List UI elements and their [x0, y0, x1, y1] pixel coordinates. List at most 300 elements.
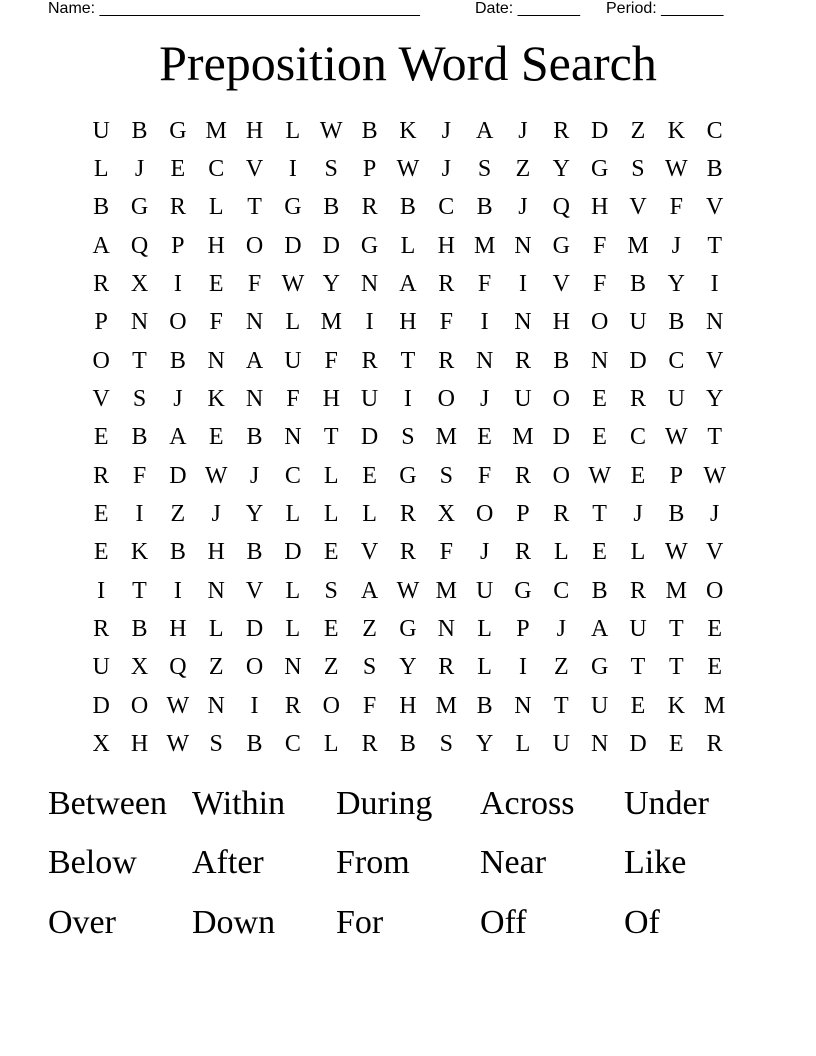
grid-letter[interactable]: L	[285, 309, 301, 336]
grid-letter[interactable]: L	[323, 500, 339, 527]
grid-letter[interactable]: R	[284, 692, 301, 719]
grid-letter[interactable]: J	[211, 500, 221, 527]
grid-letter[interactable]: R	[514, 347, 531, 374]
grid-letter[interactable]: B	[629, 270, 646, 297]
grid-letter[interactable]: B	[591, 577, 608, 604]
grid-letter[interactable]: R	[361, 347, 378, 374]
grid-letter[interactable]: K	[207, 385, 225, 412]
grid-letter[interactable]: W	[281, 270, 305, 297]
grid-letter[interactable]: L	[208, 615, 224, 642]
grid-letter[interactable]: I	[288, 155, 297, 182]
grid-letter[interactable]: W	[665, 424, 688, 451]
grid-letter[interactable]: R	[629, 385, 646, 412]
grid-letter[interactable]: I	[518, 654, 527, 681]
grid-letter[interactable]: E	[362, 462, 377, 489]
grid-letter[interactable]: O	[169, 309, 187, 336]
grid-letter[interactable]: G	[552, 232, 570, 259]
grid-letter[interactable]: O	[706, 577, 724, 604]
grid-letter[interactable]: U	[360, 385, 379, 412]
grid-letter[interactable]: A	[245, 347, 264, 374]
grid-letter[interactable]: M	[627, 232, 649, 259]
grid-letter[interactable]: O	[245, 654, 264, 681]
grid-letter[interactable]: W	[665, 155, 688, 182]
grid-letter[interactable]: C	[208, 155, 225, 182]
grid-letter[interactable]: T	[707, 232, 722, 259]
grid-letter[interactable]: I	[173, 270, 182, 297]
grid-letter[interactable]: T	[592, 500, 607, 527]
grid-letter[interactable]: G	[130, 194, 149, 221]
grid-letter[interactable]: B	[246, 424, 263, 451]
grid-letter[interactable]: Y	[245, 500, 264, 527]
grid-letter[interactable]: J	[518, 117, 528, 144]
grid-letter[interactable]: F	[362, 692, 377, 719]
grid-letter[interactable]: E	[93, 539, 109, 566]
grid-letter[interactable]: P	[94, 309, 108, 336]
grid-letter[interactable]: B	[706, 155, 723, 182]
grid-letter[interactable]: B	[93, 194, 110, 221]
grid-letter[interactable]: N	[590, 347, 609, 374]
grid-letter[interactable]: K	[667, 692, 685, 719]
grid-letter[interactable]: E	[592, 424, 607, 451]
grid-letter[interactable]: W	[396, 577, 420, 604]
grid-letter[interactable]: C	[629, 424, 646, 451]
grid-letter[interactable]: L	[208, 194, 224, 221]
grid-letter[interactable]: R	[361, 194, 378, 221]
grid-letter[interactable]: E	[323, 615, 339, 642]
grid-letter[interactable]: Y	[706, 385, 724, 412]
grid-letter[interactable]: G	[399, 462, 417, 489]
grid-letter[interactable]: P	[362, 155, 377, 182]
grid-letter[interactable]: L	[93, 155, 109, 182]
grid-letter[interactable]: J	[479, 385, 490, 412]
grid-letter[interactable]: E	[630, 692, 646, 719]
grid-letter[interactable]: V	[360, 539, 379, 566]
grid-row	[82, 265, 734, 303]
grid-letter[interactable]: G	[514, 577, 532, 604]
grid-letter[interactable]: Z	[553, 654, 569, 681]
grid-letter[interactable]: R	[553, 117, 570, 144]
grid-letter[interactable]: H	[437, 232, 455, 259]
grid-letter[interactable]: O	[552, 462, 570, 489]
grid-letter[interactable]: S	[477, 155, 492, 182]
grid-letter[interactable]: B	[361, 117, 378, 144]
grid-letter[interactable]: B	[399, 730, 416, 757]
grid-letter[interactable]: J	[633, 500, 643, 527]
grid-letter[interactable]: Z	[208, 654, 224, 681]
grid-letter[interactable]: Y	[667, 270, 685, 297]
grid-letter[interactable]: L	[553, 539, 569, 566]
grid-letter[interactable]: U	[552, 730, 570, 757]
grid-letter[interactable]: S	[439, 730, 453, 757]
grid-letter[interactable]: P	[516, 500, 530, 527]
grid-letter[interactable]: Q	[552, 194, 570, 221]
grid-letter[interactable]: R	[361, 730, 378, 757]
grid-letter[interactable]: J	[710, 500, 720, 527]
grid-letter[interactable]: F	[477, 270, 492, 297]
grid-letter[interactable]: I	[365, 309, 374, 336]
grid-row	[82, 687, 734, 725]
grid-letter[interactable]: V	[629, 194, 647, 221]
grid-letter[interactable]: I	[97, 577, 106, 604]
grid-letter[interactable]: B	[246, 539, 263, 566]
grid-letter[interactable]: C	[284, 730, 301, 757]
grid-letter[interactable]: U	[590, 692, 609, 719]
grid-letter[interactable]: P	[669, 462, 683, 489]
grid-letter[interactable]: F	[592, 270, 607, 297]
grid-letter[interactable]: U	[514, 385, 532, 412]
grid-letter[interactable]: H	[207, 232, 225, 259]
grid-letter[interactable]: B	[131, 424, 148, 451]
grid-letter[interactable]: G	[399, 615, 417, 642]
grid-letter[interactable]: K	[399, 117, 417, 144]
grid-letter[interactable]: F	[132, 462, 147, 489]
grid-letter[interactable]: H	[590, 194, 609, 221]
grid-letter[interactable]: A	[169, 424, 187, 451]
grid-letter[interactable]: M	[205, 117, 227, 144]
grid-letter[interactable]: R	[169, 194, 186, 221]
grid-letter[interactable]: Y	[552, 155, 570, 182]
grid-letter[interactable]: L	[630, 539, 646, 566]
grid-letter[interactable]: T	[668, 654, 684, 681]
grid-letter[interactable]: V	[92, 385, 110, 412]
grid-letter[interactable]: E	[323, 539, 339, 566]
grid-letter[interactable]: X	[130, 270, 149, 297]
grid-letter[interactable]: T	[553, 692, 569, 719]
grid-letter[interactable]: V	[706, 194, 724, 221]
grid-letter[interactable]: D	[360, 424, 379, 451]
grid-letter[interactable]: Z	[630, 117, 646, 144]
grid-letter[interactable]: F	[439, 539, 453, 566]
grid-letter[interactable]: E	[208, 270, 224, 297]
grid-letter[interactable]: T	[400, 347, 416, 374]
grid-letter[interactable]: E	[208, 424, 224, 451]
grid-letter[interactable]: N	[590, 730, 609, 757]
grid-letter[interactable]: L	[515, 730, 531, 757]
grid-letter[interactable]: R	[629, 577, 646, 604]
grid-letter[interactable]: M	[512, 424, 534, 451]
grid-letter[interactable]: O	[92, 347, 110, 374]
grid-letter[interactable]: W	[204, 462, 228, 489]
grid-letter[interactable]: O	[245, 232, 264, 259]
grid-letter[interactable]: D	[245, 615, 264, 642]
grid-letter[interactable]: Q	[169, 654, 187, 681]
grid-letter[interactable]: L	[323, 462, 339, 489]
grid-letter[interactable]: B	[476, 194, 493, 221]
grid-letter[interactable]: X	[130, 654, 149, 681]
grid-letter[interactable]: E	[477, 424, 492, 451]
grid-letter[interactable]: S	[401, 424, 415, 451]
grid-letter[interactable]: H	[552, 309, 570, 336]
grid-letter[interactable]: R	[93, 615, 110, 642]
grid-letter[interactable]: Y	[399, 654, 417, 681]
grid-letter[interactable]: N	[514, 692, 532, 719]
grid-letter[interactable]: J	[671, 232, 681, 259]
grid-letter[interactable]: S	[439, 462, 453, 489]
grid-letter[interactable]: R	[438, 270, 455, 297]
grid-letter[interactable]: D	[284, 539, 302, 566]
grid-letter[interactable]: C	[668, 347, 685, 374]
grid-letter[interactable]: E	[592, 385, 607, 412]
grid-letter[interactable]: I	[710, 270, 719, 297]
grid-letter[interactable]: V	[245, 577, 264, 604]
grid-letter[interactable]: L	[323, 730, 339, 757]
grid-letter[interactable]: Z	[323, 654, 339, 681]
grid-letter[interactable]: R	[399, 500, 416, 527]
grid-letter[interactable]: D	[552, 424, 570, 451]
grid-letter[interactable]: H	[130, 730, 149, 757]
grid-letter[interactable]: J	[556, 615, 566, 642]
grid-letter[interactable]: D	[92, 692, 110, 719]
grid-row	[82, 610, 734, 648]
grid-letter[interactable]: T	[132, 347, 147, 374]
grid-letter[interactable]: O	[590, 309, 609, 336]
grid-letter[interactable]: S	[132, 385, 147, 412]
grid-letter[interactable]: K	[667, 117, 685, 144]
grid-letter[interactable]: T	[132, 577, 147, 604]
grid-letter[interactable]: M	[435, 424, 457, 451]
grid-letter[interactable]: B	[399, 194, 416, 221]
grid-letter[interactable]: Z	[170, 500, 186, 527]
grid-letter[interactable]: A	[590, 615, 609, 642]
grid-letter[interactable]: B	[169, 347, 186, 374]
grid-letter[interactable]: Y	[475, 730, 494, 757]
grid-letter[interactable]: U	[284, 347, 302, 374]
grid-letter[interactable]: S	[324, 577, 338, 604]
date-field[interactable]: Date: _______	[475, 0, 580, 17]
grid-letter[interactable]: R	[706, 730, 723, 757]
grid-letter[interactable]: E	[707, 654, 722, 681]
grid-letter[interactable]: N	[207, 692, 225, 719]
grid-letter[interactable]: O	[130, 692, 149, 719]
grid-letter[interactable]: V	[706, 347, 724, 374]
word-bank-row	[48, 774, 768, 834]
grid-letter[interactable]: I	[250, 692, 259, 719]
grid-letter[interactable]: N	[475, 347, 494, 374]
grid-letter[interactable]: W	[665, 539, 688, 566]
grid-letter[interactable]: D	[629, 730, 647, 757]
grid-letter[interactable]: J	[479, 539, 490, 566]
grid-letter[interactable]: C	[553, 577, 570, 604]
grid-letter[interactable]: U	[92, 654, 110, 681]
grid-letter[interactable]: B	[668, 500, 685, 527]
word-bank-item: Across	[480, 784, 575, 822]
grid-letter[interactable]: O	[437, 385, 455, 412]
grid-letter[interactable]: N	[284, 654, 302, 681]
grid-letter[interactable]: T	[707, 424, 722, 451]
grid-letter[interactable]: C	[706, 117, 723, 144]
grid-letter[interactable]: J	[441, 155, 451, 182]
grid-letter[interactable]: D	[590, 117, 609, 144]
grid-letter[interactable]: R	[438, 347, 455, 374]
grid-letter[interactable]: X	[437, 500, 455, 527]
grid-letter[interactable]: G	[169, 117, 187, 144]
grid-letter[interactable]: O	[322, 692, 340, 719]
grid-letter[interactable]: I	[403, 385, 412, 412]
grid-letter[interactable]: W	[703, 462, 726, 489]
grid-letter[interactable]: B	[553, 347, 570, 374]
grid-letter[interactable]: Z	[515, 155, 531, 182]
grid-letter[interactable]: A	[475, 117, 494, 144]
grid-letter[interactable]: M	[435, 577, 457, 604]
grid-letter[interactable]: J	[249, 462, 260, 489]
grid-letter[interactable]: L	[477, 615, 492, 642]
grid-letter[interactable]: M	[704, 692, 726, 719]
grid-letter[interactable]: G	[590, 654, 609, 681]
grid-letter[interactable]: L	[400, 232, 416, 259]
grid-row	[82, 150, 734, 188]
grid-letter[interactable]: W	[319, 117, 343, 144]
grid-letter[interactable]: R	[553, 500, 570, 527]
grid-letter[interactable]: M	[320, 309, 342, 336]
grid-letter[interactable]: U	[475, 577, 494, 604]
grid-letter[interactable]: D	[629, 347, 647, 374]
grid-letter[interactable]: N	[706, 309, 724, 336]
grid-letter[interactable]: T	[668, 615, 684, 642]
grid-letter[interactable]: N	[207, 577, 225, 604]
grid-letter[interactable]: J	[441, 117, 451, 144]
grid-letter[interactable]: E	[707, 615, 722, 642]
grid-letter[interactable]: B	[668, 309, 685, 336]
grid-letter[interactable]: J	[173, 385, 183, 412]
grid-letter[interactable]: J	[134, 155, 145, 182]
grid-letter[interactable]: H	[322, 385, 340, 412]
grid-letter[interactable]: L	[285, 615, 301, 642]
grid-letter[interactable]: N	[360, 270, 379, 297]
grid-letter[interactable]: B	[246, 730, 263, 757]
grid-letter[interactable]: N	[207, 347, 225, 374]
grid-letter[interactable]: S	[324, 155, 338, 182]
grid-letter[interactable]: B	[131, 117, 148, 144]
grid-letter[interactable]: F	[592, 232, 607, 259]
grid-letter[interactable]: H	[399, 309, 417, 336]
grid-letter[interactable]: U	[92, 117, 110, 144]
grid-letter[interactable]: H	[169, 615, 187, 642]
grid-letter[interactable]: L	[362, 500, 377, 527]
grid-letter[interactable]: X	[92, 730, 110, 757]
name-field[interactable]: Name: ____________________________________	[48, 0, 420, 17]
grid-letter[interactable]: F	[247, 270, 262, 297]
grid-letter[interactable]: W	[396, 155, 420, 182]
grid-letter[interactable]: U	[667, 385, 685, 412]
grid-letter[interactable]: D	[322, 232, 340, 259]
grid-letter[interactable]: T	[630, 654, 646, 681]
grid-letter[interactable]: V	[706, 539, 724, 566]
grid-letter[interactable]: F	[439, 309, 453, 336]
grid-letter[interactable]: P	[516, 615, 530, 642]
grid-letter[interactable]: I	[135, 500, 144, 527]
grid-letter[interactable]: A	[92, 232, 110, 259]
grid-letter[interactable]: R	[93, 270, 110, 297]
grid-letter[interactable]: V	[245, 155, 264, 182]
grid-letter[interactable]: E	[630, 462, 646, 489]
word-bank	[48, 774, 768, 953]
grid-letter[interactable]: I	[518, 270, 527, 297]
grid-letter[interactable]: S	[209, 730, 223, 757]
grid-letter[interactable]: G	[590, 155, 609, 182]
grid-letter[interactable]: V	[552, 270, 570, 297]
grid-letter[interactable]: Q	[130, 232, 149, 259]
period-field[interactable]: Period: _______	[606, 0, 724, 17]
grid-letter[interactable]: F	[477, 462, 492, 489]
grid-letter[interactable]: C	[438, 194, 455, 221]
grid-letter[interactable]: B	[323, 194, 340, 221]
grid-letter[interactable]: A	[360, 577, 379, 604]
grid-letter[interactable]: I	[173, 577, 182, 604]
grid-letter[interactable]: T	[323, 424, 339, 451]
grid-letter[interactable]: Z	[362, 615, 377, 642]
grid-letter[interactable]: B	[131, 615, 148, 642]
grid-letter[interactable]: Y	[322, 270, 340, 297]
grid-letter[interactable]: E	[93, 424, 109, 451]
grid-letter[interactable]: M	[435, 692, 457, 719]
grid-letter[interactable]: D	[169, 462, 187, 489]
grid-letter[interactable]: G	[360, 232, 379, 259]
grid-letter[interactable]: W	[588, 462, 611, 489]
grid-letter[interactable]: E	[668, 730, 684, 757]
grid-letter[interactable]: G	[284, 194, 302, 221]
grid-letter[interactable]: E	[592, 539, 607, 566]
grid-letter[interactable]: L	[285, 117, 301, 144]
grid-letter[interactable]: O	[475, 500, 494, 527]
grid-letter[interactable]: P	[171, 232, 185, 259]
grid-letter[interactable]: R	[514, 539, 531, 566]
grid-letter[interactable]: N	[245, 385, 264, 412]
grid-letter[interactable]: R	[399, 539, 416, 566]
grid-letter[interactable]: M	[473, 232, 496, 259]
grid-letter[interactable]: H	[399, 692, 417, 719]
grid-letter[interactable]: R	[438, 654, 455, 681]
grid-letter[interactable]: U	[629, 615, 647, 642]
grid-letter[interactable]: W	[166, 730, 190, 757]
grid-letter[interactable]: L	[285, 500, 301, 527]
grid-letter[interactable]: F	[209, 309, 223, 336]
grid-letter[interactable]: H	[207, 539, 225, 566]
grid-letter[interactable]: R	[514, 462, 531, 489]
grid-letter[interactable]: N	[130, 309, 149, 336]
grid-letter[interactable]: F	[286, 385, 300, 412]
grid-letter[interactable]: N	[514, 309, 532, 336]
grid-letter[interactable]: E	[93, 500, 109, 527]
grid-letter[interactable]: K	[130, 539, 149, 566]
grid-letter[interactable]: O	[552, 385, 570, 412]
grid-letter[interactable]: W	[166, 692, 190, 719]
grid-letter[interactable]: S	[362, 654, 377, 681]
grid-letter[interactable]: T	[247, 194, 262, 221]
grid-letter[interactable]: E	[170, 155, 186, 182]
grid-letter[interactable]: D	[284, 232, 302, 259]
grid-letter[interactable]: U	[629, 309, 647, 336]
grid-letter[interactable]: J	[518, 194, 528, 221]
grid-letter[interactable]: L	[285, 577, 301, 604]
grid-letter[interactable]: F	[324, 347, 338, 374]
grid-letter[interactable]: C	[284, 462, 301, 489]
grid-letter[interactable]: N	[437, 615, 455, 642]
grid-letter[interactable]: N	[284, 424, 302, 451]
grid-letter[interactable]: S	[631, 155, 645, 182]
grid-letter[interactable]: I	[480, 309, 489, 336]
page-title: Preposition Word Search	[159, 35, 657, 91]
grid-letter[interactable]: R	[93, 462, 110, 489]
grid-letter[interactable]: N	[514, 232, 532, 259]
grid-letter[interactable]: M	[665, 577, 687, 604]
grid-letter[interactable]: B	[476, 692, 493, 719]
grid-letter[interactable]: H	[245, 117, 264, 144]
grid-letter[interactable]: F	[669, 194, 683, 221]
grid-letter[interactable]: L	[477, 654, 492, 681]
grid-letter[interactable]: B	[169, 539, 186, 566]
grid-letter[interactable]: A	[399, 270, 417, 297]
grid-letter[interactable]: N	[245, 309, 264, 336]
